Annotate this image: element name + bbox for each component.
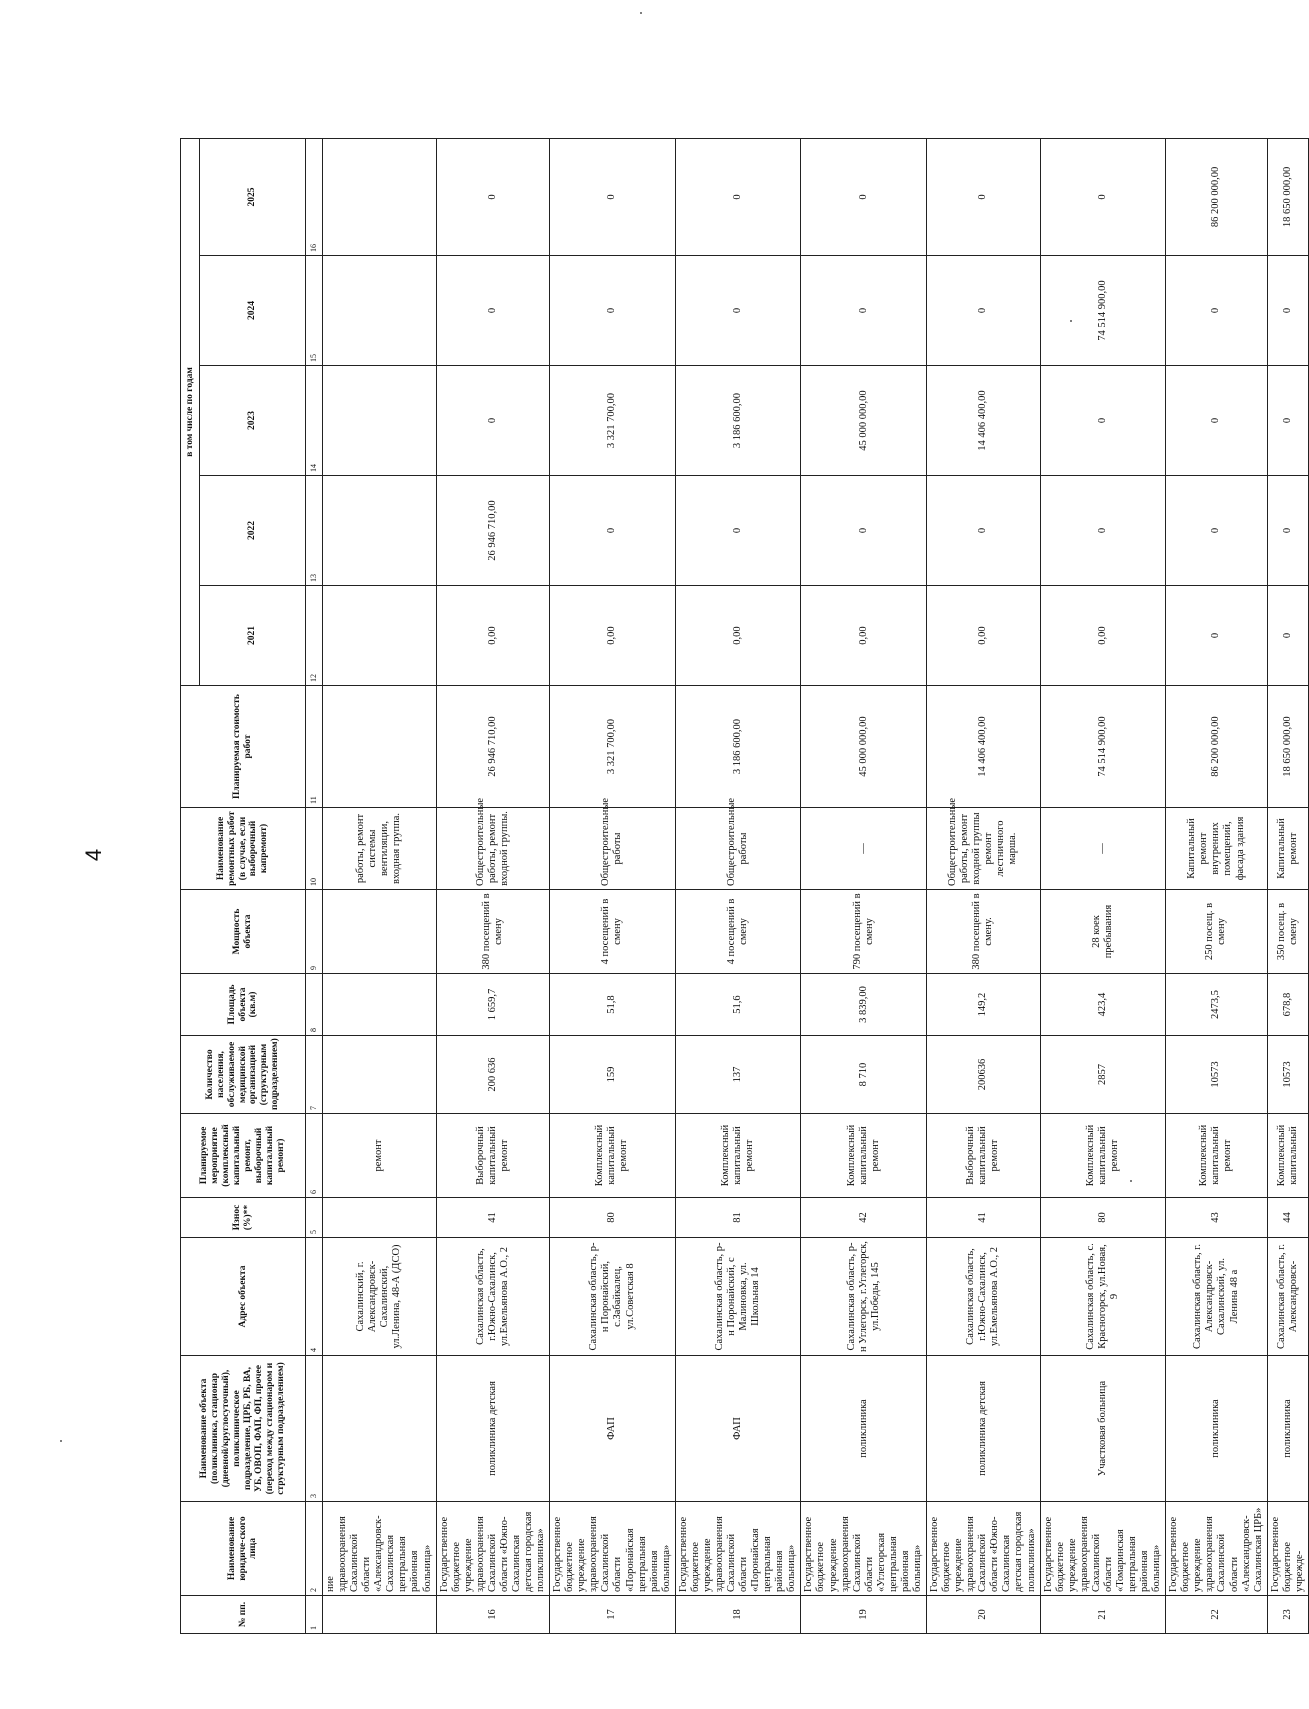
year-2023-cell: 0	[1040, 366, 1166, 476]
column-number: 15	[306, 256, 323, 366]
year-2023-cell: 0	[1267, 366, 1308, 476]
area-cell: 51,6	[675, 974, 801, 1036]
header-year-2024: 2024	[200, 256, 306, 366]
row-number: 19	[801, 1596, 927, 1634]
year-2023-cell: 45 000 000,00	[801, 366, 927, 476]
header-area: Площадь объекта (кв.м)	[181, 974, 306, 1036]
legal-entity-cell: Государственное бюджетное учреждение здравоохранения Сахалинской области «Южно-Сахалинская детская городская поликлиника»	[436, 1502, 550, 1596]
works-name-cell: Общестроительные работы	[550, 808, 676, 890]
year-2025-cell: 0	[675, 138, 801, 255]
object-name-cell: поликлиника детская	[927, 1356, 1041, 1502]
year-2025-cell: 0	[1040, 138, 1166, 255]
year-2023-cell	[323, 366, 437, 476]
table-row	[675, 138, 801, 1633]
column-number: 6	[306, 1114, 323, 1198]
header-planned-cost: Планируемая стоимость работ	[181, 686, 306, 808]
capacity-cell: 380 посещений в смену	[436, 890, 550, 974]
year-2025-cell: 18 650 000,00	[1267, 138, 1308, 255]
header-year-2022: 2022	[200, 476, 306, 586]
object-name-cell	[323, 1356, 437, 1502]
works-name-cell: Общестроительные работы	[675, 808, 801, 890]
planned-activity-cell: Комплексный капитальный ремонт	[1040, 1114, 1166, 1198]
population-cell: 159	[550, 1036, 676, 1114]
column-number: 13	[306, 476, 323, 586]
column-number: 1	[306, 1596, 323, 1634]
year-2023-cell: 3 186 600,00	[675, 366, 801, 476]
area-cell	[323, 974, 437, 1036]
object-name-cell: поликлиника	[801, 1356, 927, 1502]
capacity-cell: 4 посещений в смену	[550, 890, 676, 974]
row-number: 23	[1267, 1596, 1308, 1634]
year-2025-cell: 86 200 000,00	[1166, 138, 1268, 255]
wear-cell	[323, 1198, 437, 1238]
table-row	[801, 138, 927, 1633]
year-2025-cell: 0	[550, 138, 676, 255]
scan-speck	[1130, 1180, 1132, 1182]
header-population: Количество населения, обслуживаемое медицинской организацией (структурным подразделением)	[181, 1036, 306, 1114]
capacity-cell: 28 коек пребывания	[1040, 890, 1166, 974]
area-cell: 678,8	[1267, 974, 1308, 1036]
year-2022-cell: 0	[1267, 476, 1308, 586]
address-cell: Сахалинская область, р-н Поронайский, с.Забайкалец, ул.Советская 8	[550, 1238, 676, 1356]
population-cell: 8 710	[801, 1036, 927, 1114]
year-2021-cell: 0	[1166, 586, 1268, 686]
legal-entity-cell: ние здравоохранения Сахалинской области «Александровск-Сахалинская центральная районная больница»	[323, 1502, 437, 1596]
row-number	[323, 1596, 437, 1634]
object-name-cell: поликлиника детская	[436, 1356, 550, 1502]
column-number: 12	[306, 586, 323, 686]
area-cell: 149,2	[927, 974, 1041, 1036]
year-2024-cell: 0	[550, 256, 676, 366]
works-name-cell: Общестроительные работы, ремонт входной группы ремонт лестничного марша.	[927, 808, 1041, 890]
year-2023-cell: 3 321 700,00	[550, 366, 676, 476]
table-row	[1040, 138, 1166, 1633]
header-planned-activity: Планируемое мероприятие (комплексный капитальный ремонт, выборочный капитальный ремонт)	[181, 1114, 306, 1198]
legal-entity-cell: Государственное бюджетное учреждение здравоохранения Сахалинской области «Углегорская центральная районная больница»	[801, 1502, 927, 1596]
column-number: 2	[306, 1502, 323, 1596]
wear-cell: 42	[801, 1198, 927, 1238]
address-cell: Сахалинский, г. Александровск-Сахалинский, ул.Ленина, 48-А (ДСО)	[323, 1238, 437, 1356]
population-cell: 137	[675, 1036, 801, 1114]
area-cell: 3 839,00	[801, 974, 927, 1036]
column-number: 8	[306, 974, 323, 1036]
column-number: 16	[306, 138, 323, 255]
planned-cost-cell: 3 186 600,00	[675, 686, 801, 808]
population-cell: 200 636	[436, 1036, 550, 1114]
header-address: Адрес объекта	[181, 1238, 306, 1356]
capacity-cell: 4 посещений в смену	[675, 890, 801, 974]
legal-entity-cell: Государственное бюджетное учреждение здравоохранения Сахалинской области «Поронайская центральная районная больница»	[550, 1502, 676, 1596]
wear-cell: 43	[1166, 1198, 1268, 1238]
capacity-cell: 350 посещ. в смену	[1267, 890, 1308, 974]
area-cell: 1 659,7	[436, 974, 550, 1036]
population-cell: 10573	[1267, 1036, 1308, 1114]
table-row	[550, 138, 676, 1633]
header-works-name: Наименование ремонтных работ (в случае, если выборочный капремонт)	[181, 808, 306, 890]
scan-speck	[1070, 320, 1072, 322]
year-2025-cell: 0	[436, 138, 550, 255]
planned-cost-cell: 26 946 710,00	[436, 686, 550, 808]
planned-activity-cell: Комплексный капитальный	[1267, 1114, 1308, 1198]
population-cell: 200636	[927, 1036, 1041, 1114]
header-legal-entity: Наименование юридиче-ского лица	[181, 1502, 306, 1596]
planned-cost-cell: 3 321 700,00	[550, 686, 676, 808]
capacity-cell	[323, 890, 437, 974]
year-2022-cell: 0	[1040, 476, 1166, 586]
year-2021-cell: 0	[1267, 586, 1308, 686]
table-row	[1166, 138, 1268, 1633]
row-number: 17	[550, 1596, 676, 1634]
planned-cost-cell: 18 650 000,00	[1267, 686, 1308, 808]
year-2022-cell: 0	[1166, 476, 1268, 586]
planned-activity-cell: Комплексный капитальный ремонт	[550, 1114, 676, 1198]
year-2024-cell: 0	[927, 256, 1041, 366]
column-number: 3	[306, 1356, 323, 1502]
year-2024-cell: 0	[1166, 256, 1268, 366]
year-2023-cell: 0	[436, 366, 550, 476]
object-name-cell: поликлиника	[1166, 1356, 1268, 1502]
planned-cost-cell: 74 514 900,00	[1040, 686, 1166, 808]
page-number: 4	[81, 848, 107, 862]
year-2022-cell: 0	[550, 476, 676, 586]
planned-activity-cell: Выборочный капитальный ремонт	[436, 1114, 550, 1198]
table-row	[436, 138, 550, 1633]
area-cell: 423,4	[1040, 974, 1166, 1036]
year-2024-cell	[323, 256, 437, 366]
column-number: 10	[306, 808, 323, 890]
year-2022-cell: 26 946 710,00	[436, 476, 550, 586]
address-cell: Сахалинская область, г.Южно-Сахалинск, ул.Емельянова А.О., 2	[436, 1238, 550, 1356]
address-cell: Сахалинская область, г.Южно-Сахалинск, ул.Емельянова А.О., 2	[927, 1238, 1041, 1356]
year-2021-cell: 0,00	[436, 586, 550, 686]
header-row	[181, 138, 200, 1633]
header-year-2025: 2025	[200, 138, 306, 255]
planned-activity-cell: Комплексный капитальный ремонт	[801, 1114, 927, 1198]
works-name-cell: Капитальный ремонт внутренних помещений, фасада здания	[1166, 808, 1268, 890]
wear-cell: 41	[436, 1198, 550, 1238]
address-cell: Сахалинская область, г. Александровск-	[1267, 1238, 1308, 1356]
planned-activity-cell: Комплексный капитальный ремонт	[1166, 1114, 1268, 1198]
wear-cell: 44	[1267, 1198, 1308, 1238]
year-2025-cell: 0	[801, 138, 927, 255]
address-cell: Сахалинская область, р-н Поронайский, с Малиновка, ул. Школьная 14	[675, 1238, 801, 1356]
wear-cell: 81	[675, 1198, 801, 1238]
header-object-name: Наименование объекта (поликлиника, стационар (дневной/круглосуточный), поликлиническое подразделение, ЦРБ, РБ, ВА, УБ, ОВОП, ФАП, ФП, прочее (переход между стационаром и структурным подразделением)	[181, 1356, 306, 1502]
year-2023-cell: 0	[1166, 366, 1268, 476]
row-number: 22	[1166, 1596, 1268, 1634]
year-2021-cell: 0,00	[1040, 586, 1166, 686]
capacity-cell: 250 посещ. в смену	[1166, 890, 1268, 974]
area-cell: 2473,5	[1166, 974, 1268, 1036]
table-row	[927, 138, 1041, 1633]
header-year-2023: 2023	[200, 366, 306, 476]
row-number: 21	[1040, 1596, 1166, 1634]
year-2021-cell: 0,00	[550, 586, 676, 686]
column-number: 11	[306, 686, 323, 808]
year-2025-cell	[323, 138, 437, 255]
header-capacity: Мощность объекта	[181, 890, 306, 974]
wear-cell: 80	[550, 1198, 676, 1238]
table-row	[1267, 138, 1308, 1633]
column-number-row	[306, 138, 323, 1633]
planned-cost-cell: 86 200 000,00	[1166, 686, 1268, 808]
year-2023-cell: 14 406 400,00	[927, 366, 1041, 476]
column-number: 14	[306, 366, 323, 476]
works-name-cell: —	[801, 808, 927, 890]
planned-cost-cell: 45 000 000,00	[801, 686, 927, 808]
object-name-cell: ФАП	[550, 1356, 676, 1502]
scan-speck	[640, 12, 642, 14]
year-2022-cell: 0	[675, 476, 801, 586]
scan-speck	[60, 1440, 62, 1442]
row-number: 18	[675, 1596, 801, 1634]
year-2024-cell: 0	[675, 256, 801, 366]
rotated-table-container	[180, 139, 1305, 1634]
works-name-cell: работы, ремонт системы вентиляции, входная группа.	[323, 808, 437, 890]
legal-entity-cell: Государственное бюджетное учреждение здравоохранения Сахалинской области «Южно-Сахалинская детская городская поликлиника»	[927, 1502, 1041, 1596]
year-2021-cell	[323, 586, 437, 686]
header-by-years: в том числе по годам	[181, 138, 200, 685]
header-year-2021: 2021	[200, 586, 306, 686]
population-cell: 2857	[1040, 1036, 1166, 1114]
wear-cell: 41	[927, 1198, 1041, 1238]
object-name-cell: ФАП	[675, 1356, 801, 1502]
table-body	[323, 138, 1309, 1633]
works-name-cell: Общестроительные работы, ремонт входной группы.	[436, 808, 550, 890]
year-2022-cell: 0	[927, 476, 1041, 586]
year-2024-cell: 0	[1267, 256, 1308, 366]
repair-plan-table	[180, 138, 1309, 1634]
header-num: № пп.	[181, 1596, 306, 1634]
wear-cell: 80	[1040, 1198, 1166, 1238]
year-2022-cell: 0	[801, 476, 927, 586]
year-2021-cell: 0,00	[675, 586, 801, 686]
legal-entity-cell: Государственное бюджетное учрежде-	[1267, 1502, 1308, 1596]
year-2024-cell: 74 514 900,00	[1040, 256, 1166, 366]
population-cell: 10573	[1166, 1036, 1268, 1114]
planned-activity-cell: Комплексный капитальный ремонт	[675, 1114, 801, 1198]
row-number: 20	[927, 1596, 1041, 1634]
year-2024-cell: 0	[436, 256, 550, 366]
header-wear: Износ (%)**	[181, 1198, 306, 1238]
address-cell: Сахалинская область, г. Александровск-Сахалинский, ул. Ленина 48 а	[1166, 1238, 1268, 1356]
row-number: 16	[436, 1596, 550, 1634]
column-number: 9	[306, 890, 323, 974]
planned-activity-cell: ремонт	[323, 1114, 437, 1198]
legal-entity-cell: Государственное бюджетное учреждение здравоохранения Сахалинской области «Томаринская центральная районная больница»	[1040, 1502, 1166, 1596]
year-2024-cell: 0	[801, 256, 927, 366]
capacity-cell: 790 посещений в смену	[801, 890, 927, 974]
legal-entity-cell: Государственное бюджетное учреждение здравоохранения Сахалинской области «Поронайская центральная районная больница»	[675, 1502, 801, 1596]
population-cell	[323, 1036, 437, 1114]
works-name-cell: Капитальный ремонт	[1267, 808, 1308, 890]
year-2022-cell	[323, 476, 437, 586]
object-name-cell: поликлиника	[1267, 1356, 1308, 1502]
planned-cost-cell	[323, 686, 437, 808]
works-name-cell: —	[1040, 808, 1166, 890]
address-cell: Сахалинская область, с. Красногорск, ул.Новая, 9	[1040, 1238, 1166, 1356]
table-row	[323, 138, 437, 1633]
planned-cost-cell: 14 406 400,00	[927, 686, 1041, 808]
planned-activity-cell: Выборочный капитальный ремонт	[927, 1114, 1041, 1198]
column-number: 5	[306, 1198, 323, 1238]
capacity-cell: 380 посещений в смену.	[927, 890, 1041, 974]
legal-entity-cell: Государственное бюджетное учреждение здравоохранения Сахалинской области «Александровск-Сахалинская ЦРБ»	[1166, 1502, 1268, 1596]
column-number: 4	[306, 1238, 323, 1356]
area-cell: 51,8	[550, 974, 676, 1036]
year-2025-cell: 0	[927, 138, 1041, 255]
year-2021-cell: 0,00	[927, 586, 1041, 686]
year-2021-cell: 0,00	[801, 586, 927, 686]
object-name-cell: Участковая больница	[1040, 1356, 1166, 1502]
address-cell: Сахалинская область, р-н Углегорск, г.Углегорск, ул.Победы, 145	[801, 1238, 927, 1356]
column-number: 7	[306, 1036, 323, 1114]
